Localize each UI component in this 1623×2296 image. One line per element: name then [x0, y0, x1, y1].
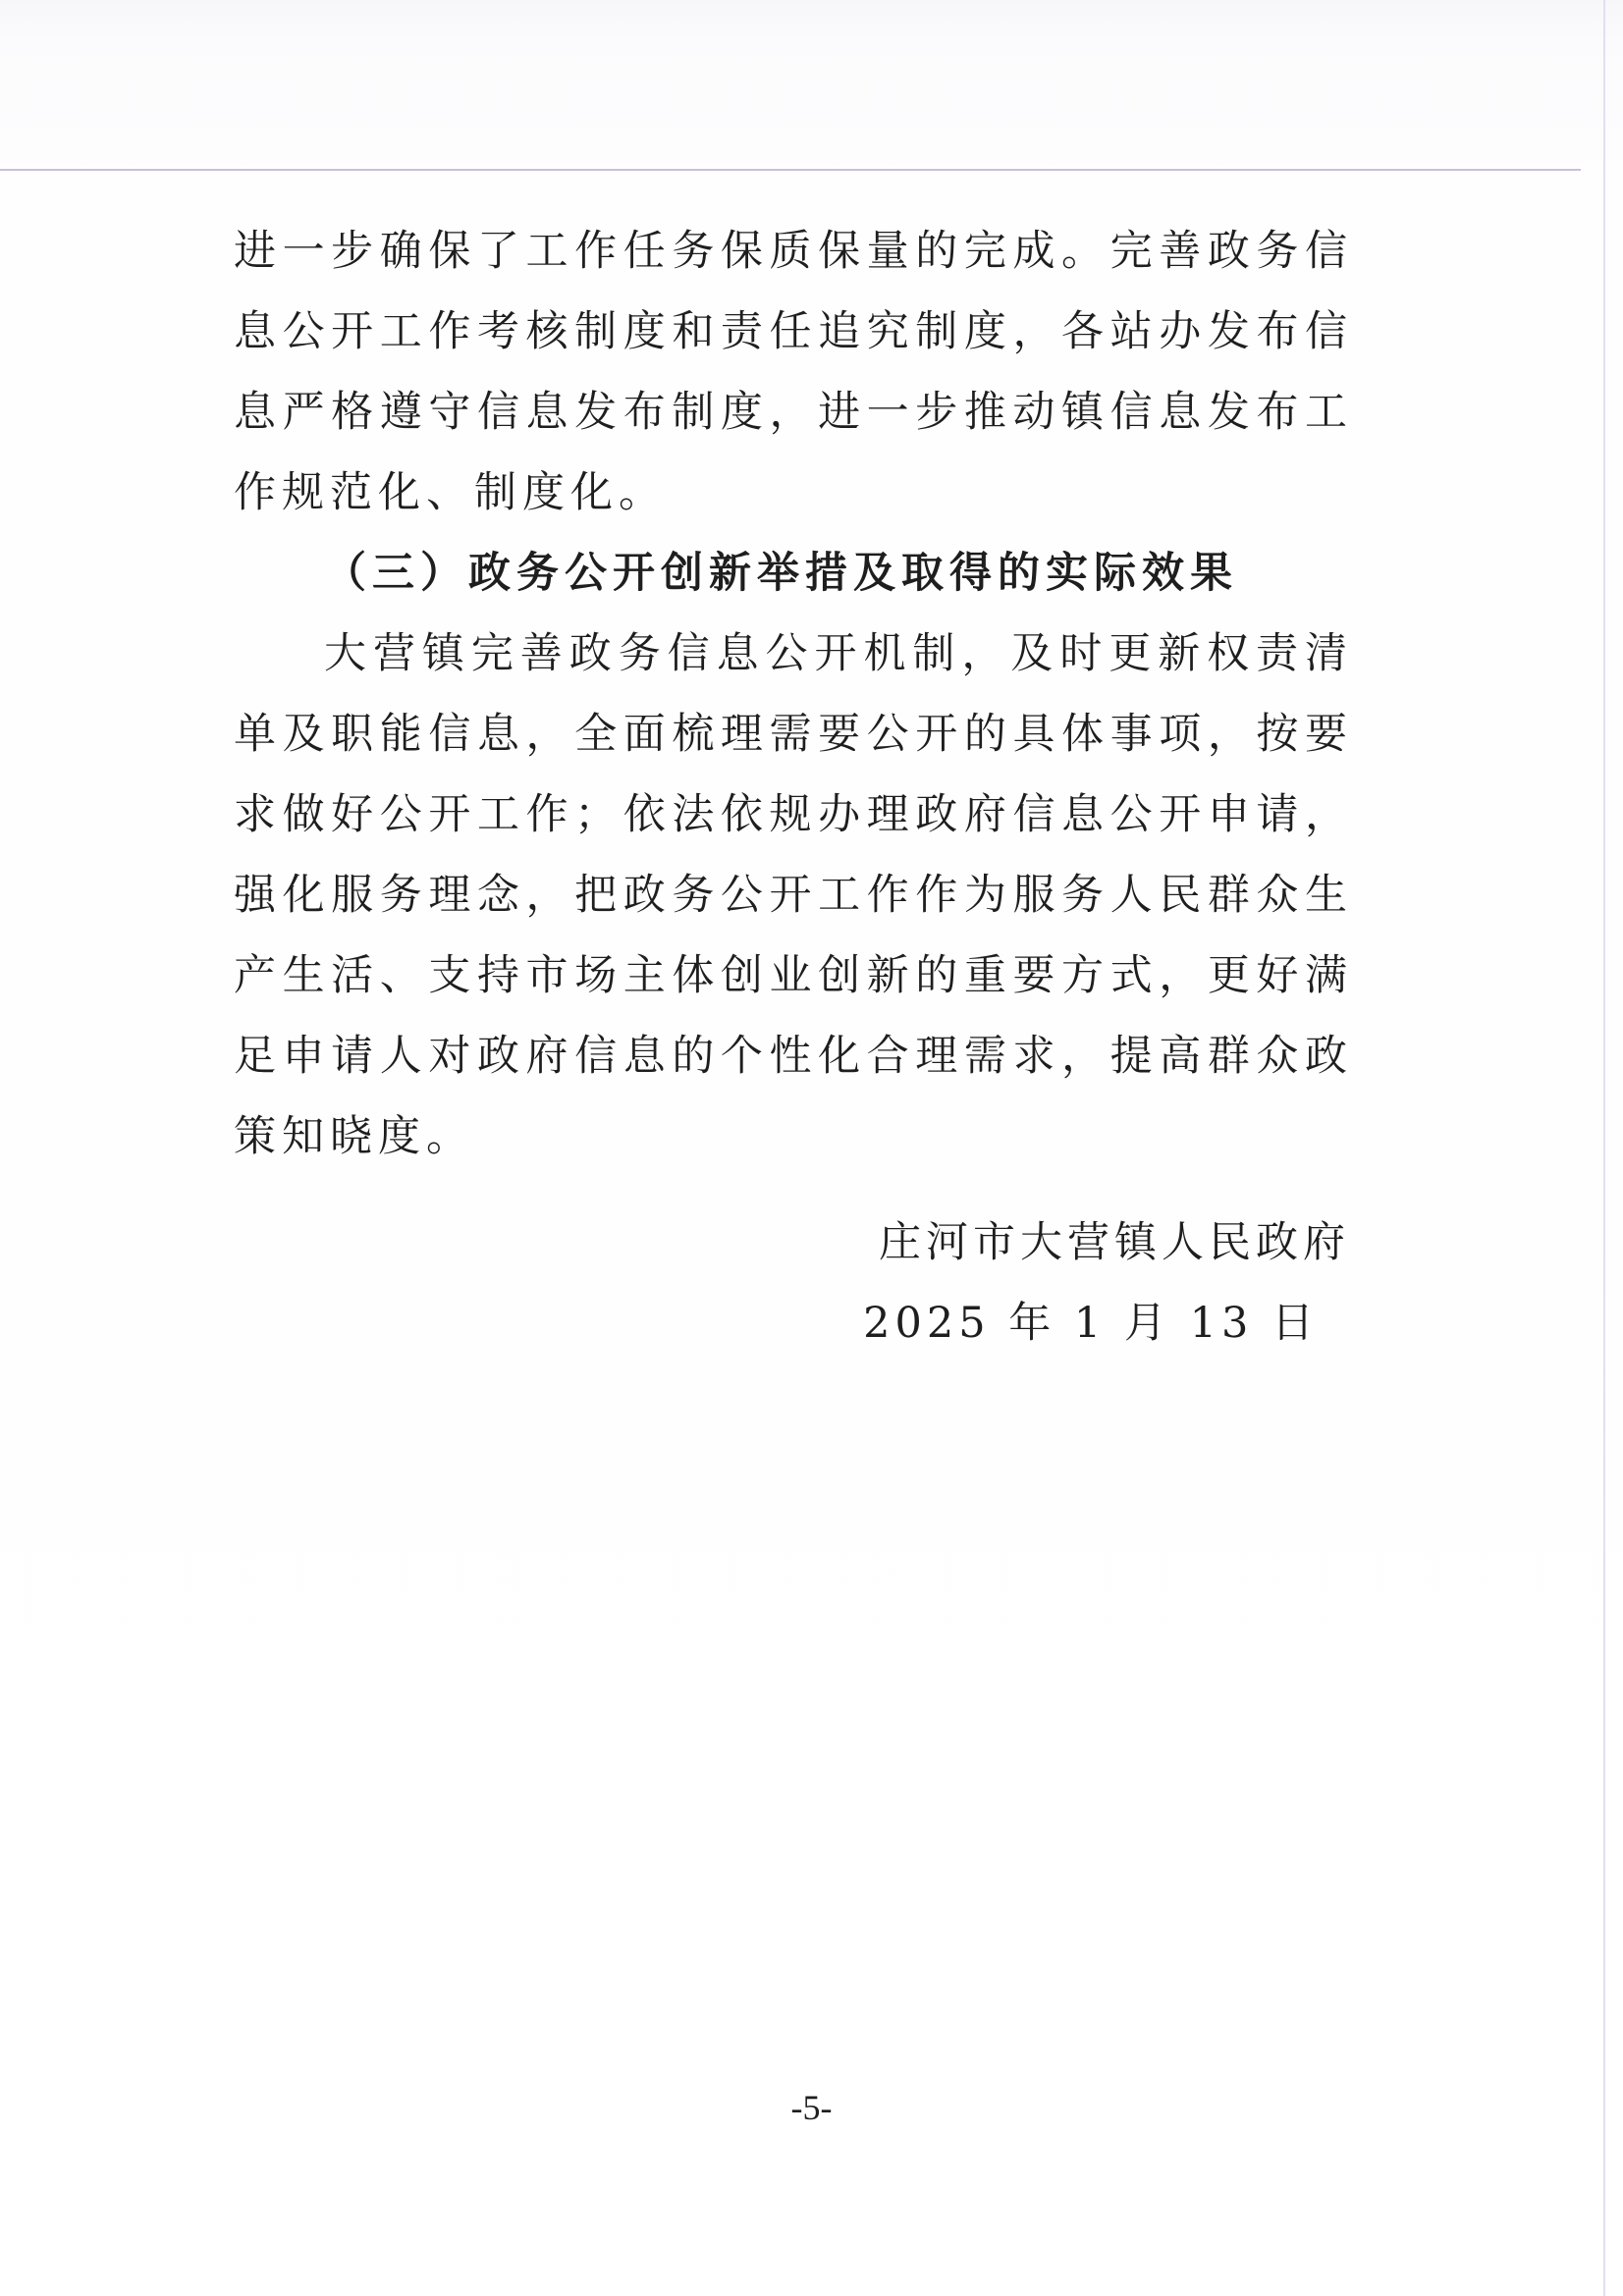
document-body	[234, 211, 1353, 1177]
page-edge-line	[1603, 0, 1605, 2296]
section-heading: （三）政务公开创新举措及取得的实际效果	[324, 549, 1238, 598]
signature-organization: 庄河市大营镇人民政府	[879, 1218, 1350, 1267]
signature-date: 2025 年 1 月 13 日	[863, 1299, 1319, 1348]
page-number: -5-	[790, 2088, 833, 2127]
paragraph-continuation: 进一步确保了工作任务保质保量的完成。完善政务信息公开工作考核制度和责任追究制度，各站办发布信息严格遵守信息发布制度，进一步推动镇信息发布工作规范化、制度化。	[234, 227, 1353, 517]
header-divider	[0, 169, 1581, 171]
signature-block	[863, 1202, 1350, 1363]
paragraph-main: 大营镇完善政务信息公开机制，及时更新权责清单及职能信息，全面梳理需要公开的具体事项，按要求做好公开工作；依法依规办理政府信息公开申请，强化服务理念，把政务公开工作作为服务人民群众生产生活、支持市场主体创业创新的重要方式，更好满足申请人对政府信息的个性化合理需求，提高群众政策知晓度。	[234, 629, 1353, 1161]
